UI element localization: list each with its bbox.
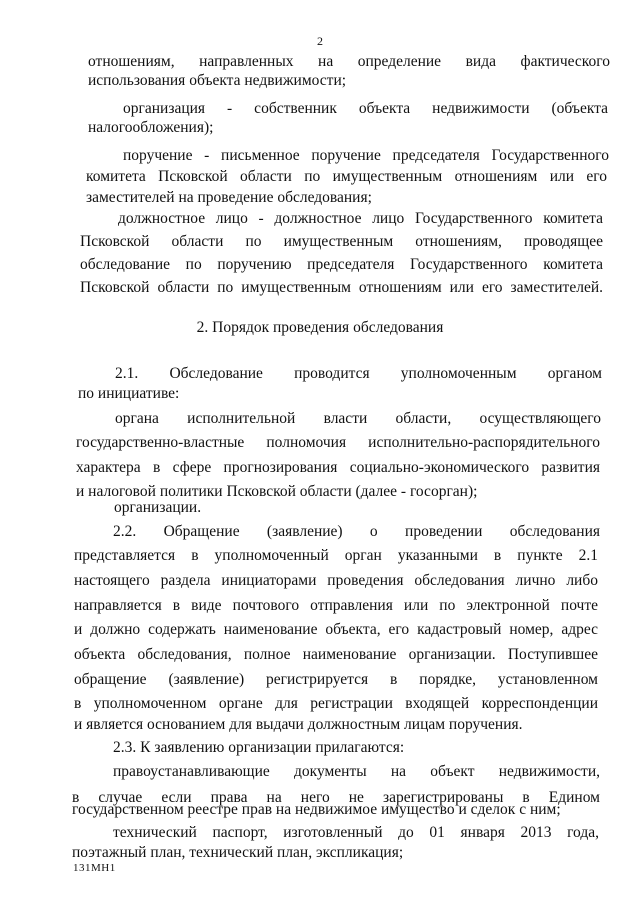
- section-heading: 2. Порядок проведения обследования: [196, 319, 444, 336]
- text-line: налогообложения);: [88, 119, 214, 136]
- text-line: и является основанием для выдачи должностным лицам поручения.: [74, 716, 523, 733]
- footer-code: 131МН1: [73, 862, 116, 874]
- text-line: государственно-властные полномочия исполнительно-распорядительного: [76, 434, 600, 451]
- text-line: Псковской области по имущественным отношениям или его заместителей.: [80, 279, 603, 296]
- text-line: государственном реестре прав на недвижимое имущество и сделок с ним;: [72, 801, 561, 818]
- text-line: объекта обследования, полное наименование организации. Поступившее: [74, 646, 598, 663]
- text-line: характера в сфере прогнозирования социально-экономического развития: [76, 459, 600, 476]
- text-line: Псковской области по имущественным отношениям, проводящее: [80, 233, 603, 250]
- text-line: поэтажный план, технический план, экспликация;: [72, 844, 404, 861]
- text-line: использования объекта недвижимости;: [88, 72, 347, 89]
- text-line: технический паспорт, изготовленный до 01 января 2013 года,: [113, 824, 599, 841]
- text-line: настоящего раздела инициаторами проведения обследования лично либо: [74, 572, 598, 589]
- text-line: организация - собственник объекта недвижимости (объекта: [123, 100, 608, 117]
- text-line: органа исполнительной власти области, осуществляющего: [115, 410, 601, 427]
- text-line: поручение - письменное поручение председателя Государственного: [123, 147, 609, 164]
- text-line: должностное лицо - должностное лицо Государственного комитета: [118, 210, 603, 227]
- text-line: 2.1. Обследование проводится уполномоченным органом: [115, 365, 602, 382]
- text-line: заместителей на проведение обследования;: [86, 189, 372, 206]
- text-line: 2.2. Обращение (заявление) о проведении обследования: [113, 523, 600, 540]
- text-line: отношениям, направленных на определение вида фактического: [88, 53, 610, 70]
- text-line: представляется в уполномоченный орган указанными в пункте 2.1: [74, 547, 598, 564]
- text-line: 2.3. К заявлению организации прилагаются:: [113, 739, 405, 756]
- text-line: правоустанавливающие документы на объект недвижимости,: [113, 763, 600, 780]
- text-line: в случае если права на него не зарегистрированы в Едином: [72, 789, 600, 806]
- text-line: и должно содержать наименование объекта, его кадастровый номер, адрес: [74, 621, 598, 638]
- text-line: в уполномоченном органе для регистрации входящей корреспонденции: [74, 695, 598, 712]
- text-line: и налоговой политики Псковской области (далее - госорган);: [76, 483, 478, 500]
- text-line: организации.: [114, 499, 202, 516]
- text-line: направляется в виде почтового отправления или по электронной почте: [74, 597, 598, 614]
- text-line: комитета Псковской области по имущественным отношениям или его: [86, 168, 607, 185]
- text-line: обследование по поручению председателя Государственного комитета: [80, 256, 603, 273]
- page-number: 2: [317, 34, 323, 48]
- text-line: по инициативе:: [78, 385, 180, 402]
- text-line: обращение (заявление) регистрируется в порядке, установленном: [74, 671, 598, 688]
